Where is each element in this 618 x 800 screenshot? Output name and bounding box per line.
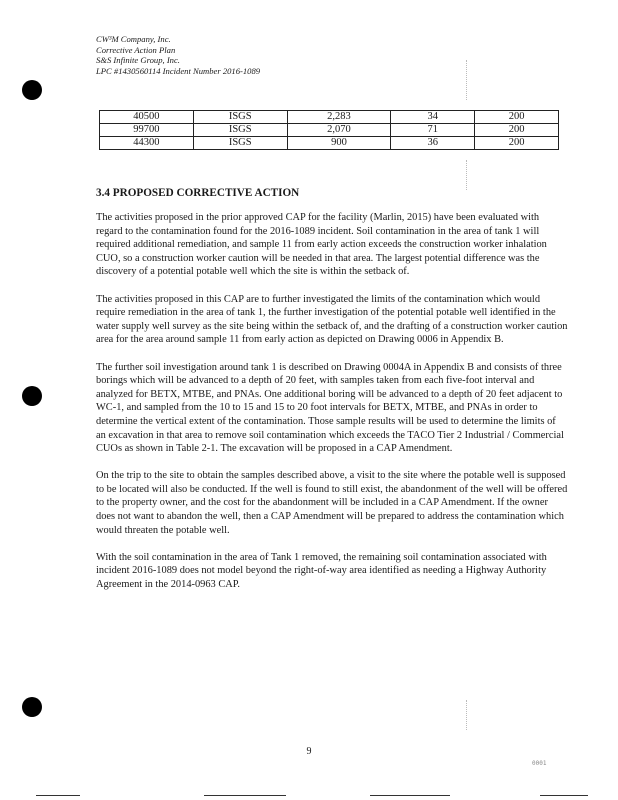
punch-hole-bottom [22, 697, 42, 717]
data-table [99, 110, 559, 150]
paragraph-1: The activities proposed in the prior approved CAP for the facility (Marlin, 2015) have been evaluated with regard to the contamination found for the 2016-1089 incident. Soil contamination in the area of tank 1 will required additional remediation, and sample 11 from early action exceeds the construction worker inhalation CUO, so a construction worker caution will be needed in that area. The largest potential difference was the discovery of a potential potable well which the site is within the setback of. [96, 212, 547, 278]
paragraph-4: On the trip to the site to obtain the samples described above, a visit to the site where the potable well is supposed to be located will also be conducted. If the well is found to still exist, the abandonment of the well will be offered to the property owner, and the cost for the abandonment will be included in a CAP Amendment. If the owner does not want to abandon the well, then a CAP Amendment will be prepared to address the contamination which would threaten the potable well. [96, 470, 568, 536]
section-title: 3.4 PROPOSED CORRECTIVE ACTION [96, 187, 300, 199]
punch-hole-middle [22, 386, 42, 406]
table-cell: 200 [475, 137, 559, 150]
table-cell: 40500 [100, 111, 194, 124]
bottom-rule [540, 795, 588, 796]
table-cell: ISGS [193, 137, 287, 150]
paragraph-2: The activities proposed in this CAP are to further investigated the limits of the contamination which would require remediation in the area of tank 1, the further investigation of the potential potable well identified in the water supply well survey as the site being within the setback of, and the drafting of a construction worker caution area for the area around sample 11 from early action as depicted on Drawing 0006 in Appendix B. [96, 293, 568, 346]
table-cell: 99700 [100, 124, 194, 137]
table-row [100, 137, 559, 150]
body-text [96, 211, 568, 605]
scan-artifact [466, 160, 468, 190]
header-lpc-line: LPC #1430560114 Incident Number 2016-1089 [96, 65, 261, 76]
table-cell: 71 [391, 124, 475, 137]
scan-artifact [466, 60, 468, 100]
header-doc-type: Corrective Action Plan [96, 44, 176, 55]
header-client: S&S Infinite Group, Inc. [96, 55, 180, 66]
punch-hole-top [22, 80, 42, 100]
table-cell: 2,283 [287, 111, 391, 124]
table-cell: 34 [391, 111, 475, 124]
scan-artifact [466, 700, 468, 730]
table-row [100, 111, 559, 124]
table-cell: ISGS [193, 111, 287, 124]
scan-stamp: 0001 [532, 760, 547, 767]
document-header [96, 34, 260, 76]
table-row [100, 124, 559, 137]
table-cell: ISGS [193, 124, 287, 137]
bottom-rule [204, 795, 286, 796]
table-cell: 2,070 [287, 124, 391, 137]
table-cell: 200 [475, 124, 559, 137]
bottom-rule [370, 795, 450, 796]
header-company: CW³M Company, Inc. [96, 34, 171, 44]
page-number: 9 [306, 746, 312, 757]
bottom-rule [36, 795, 80, 796]
paragraph-5: With the soil contamination in the area of Tank 1 removed, the remaining soil contamination associated with incident 2016-1089 does not model beyond the right-of-way area identified as needing a Highway Authority Agreement in the 2014-0963 CAP. [96, 551, 547, 591]
table-cell: 200 [475, 111, 559, 124]
table-cell: 900 [287, 137, 391, 150]
table-cell: 44300 [100, 137, 194, 150]
table-cell: 36 [391, 137, 475, 150]
paragraph-3: The further soil investigation around tank 1 is described on Drawing 0004A in Appendix B and consists of three borings which will be advanced to a depth of 20 feet, with samples taken from each five-foot interval and analyzed for BETX, MTBE, and PNAs. One additional boring will be advanced to a depth of 20 feet adjacent to WC-1, and sampled from the 10 to 15 and 15 to 20 foot intervals for BETX, MTBE, and PNAs in order to determine the vertical extent of the contamination. Those sample results will be used to determine the limits of an excavation in that area to remove soil contamination which exceeds the TACO Tier 2 Industrial / Commercial CUOs as shown in Table 2-1. The excavation will be proposed in a CAP Amendment. [96, 361, 564, 455]
